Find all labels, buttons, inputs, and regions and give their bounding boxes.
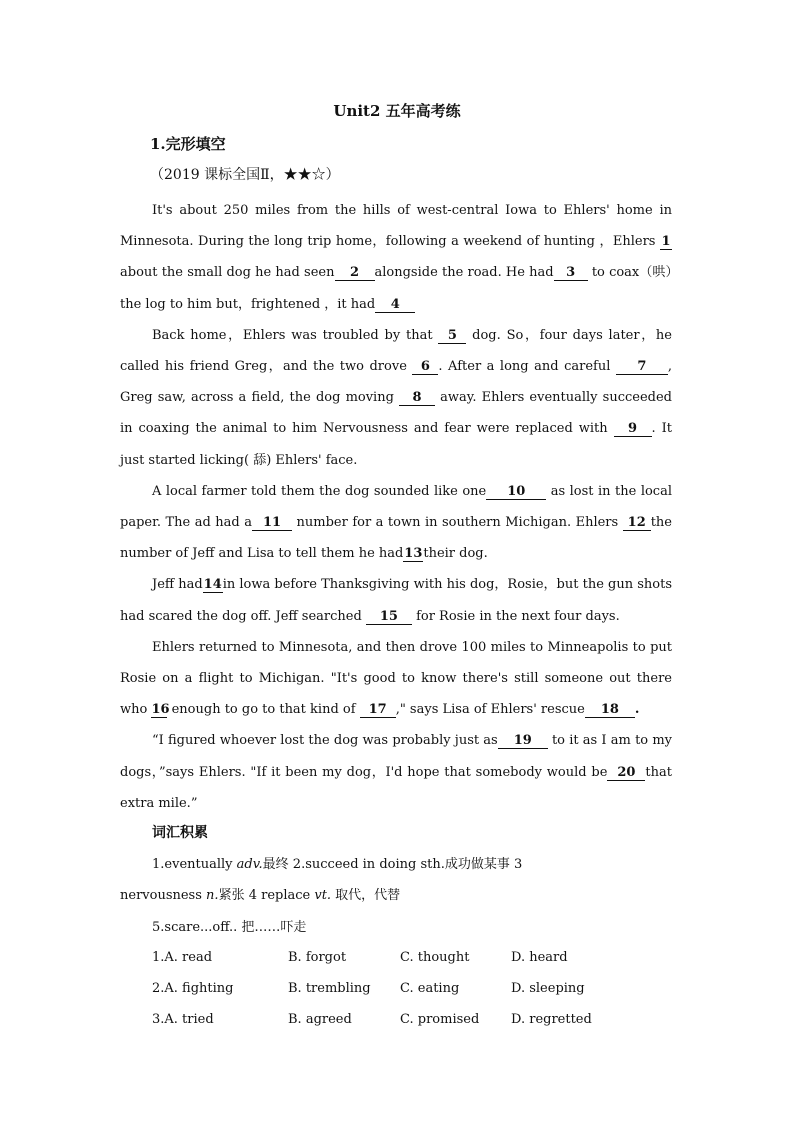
blank-9: 9 bbox=[614, 421, 652, 437]
vocab-line-2 bbox=[120, 880, 672, 911]
blank-2: 2 bbox=[335, 265, 375, 281]
blank-11: 11 bbox=[252, 515, 292, 531]
blank-14: 14 bbox=[203, 577, 222, 593]
paragraph-4 bbox=[120, 569, 672, 631]
blank-6: 6 bbox=[412, 359, 438, 375]
text: that extra mile.” bbox=[120, 764, 672, 811]
text: 最终 2.succeed in doing sth.成功做某事 3 bbox=[262, 857, 523, 873]
blank-17: 17 bbox=[360, 702, 396, 718]
text: number for a town in southern Michigan. Ehlers bbox=[292, 515, 623, 531]
text: alongside the road. He had bbox=[374, 265, 554, 281]
option-c: C. thought bbox=[400, 950, 470, 965]
blank-18: 18 bbox=[585, 702, 635, 718]
text: Jeff had bbox=[152, 577, 203, 593]
blank-19: 19 bbox=[498, 733, 548, 749]
text: . bbox=[634, 702, 640, 718]
vocabulary-heading: 词汇积累 bbox=[152, 825, 208, 841]
text: vt. bbox=[314, 888, 332, 904]
option-c: C. promised bbox=[400, 1012, 480, 1028]
option-row-3 bbox=[152, 1004, 612, 1035]
text: 取代，代替 bbox=[331, 888, 401, 904]
text: in lowa before Thanksgiving with his dog，Rosie，but the gun shots had scared the dog off. Jeff searched bbox=[120, 577, 672, 624]
text: 紧张 4 replace bbox=[218, 888, 315, 904]
text: . After a long and careful bbox=[438, 359, 616, 375]
text: . It just started licking( 舔) Ehlers' face. bbox=[120, 421, 672, 468]
blank-12: 12 bbox=[623, 515, 651, 531]
source-note: （2019 课标全国Ⅱ，★★☆） bbox=[150, 167, 340, 183]
paragraph-6 bbox=[120, 725, 672, 819]
option-row-1 bbox=[152, 942, 612, 973]
text: to it as I am to my dogs，”says Ehlers. "If it been my dog，I'd hope that somebody would be bbox=[120, 733, 673, 780]
option-b: B. forgot bbox=[288, 950, 347, 965]
text: for Rosie in the next four days. bbox=[411, 608, 620, 624]
text: about the small dog he had seen bbox=[120, 265, 335, 281]
vocab-line-1 bbox=[120, 849, 672, 880]
text: “I figured whoever lost the dog was probably just as bbox=[152, 733, 498, 749]
text: the number of Jeff and Lisa to tell them he had bbox=[120, 515, 672, 562]
vocab-line-3: 5.scare...off.. 把……吓走 bbox=[152, 919, 307, 935]
text: 1.eventually bbox=[152, 857, 237, 873]
text: Ehlers returned to Minnesota, and then drove 100 miles to Minneapolis to put Rosie on a flight to Michigan. "It's good to know there's still someone out there who bbox=[120, 639, 672, 718]
option-a: 3.A. tried bbox=[152, 1012, 214, 1028]
text: n. bbox=[206, 888, 219, 904]
paragraph-1 bbox=[120, 195, 672, 320]
text: A local farmer told them the dog sounded like one bbox=[152, 483, 487, 499]
text: away. Ehlers eventually succeeded in coaxing the animal to him Nervousness and fear were replaced with bbox=[120, 390, 672, 437]
blank-8: 8 bbox=[399, 390, 435, 406]
option-c: C. eating bbox=[400, 981, 460, 997]
paragraph-5 bbox=[120, 632, 672, 726]
page-title: Unit2 五年高考练 bbox=[333, 102, 461, 120]
option-d: D. regretted bbox=[511, 1012, 592, 1028]
blank-10: 10 bbox=[486, 484, 546, 500]
option-b: B. trembling bbox=[288, 981, 371, 997]
blank-3: 3 bbox=[554, 265, 588, 281]
blank-4: 4 bbox=[375, 297, 415, 313]
blank-16: 16 bbox=[151, 702, 170, 718]
text: Back home，Ehlers was troubled by that bbox=[152, 327, 439, 343]
blank-5: 5 bbox=[438, 328, 466, 344]
text: as lost in the local paper. The ad had a bbox=[120, 483, 672, 531]
option-d: D. sleeping bbox=[511, 981, 585, 997]
blank-15: 15 bbox=[366, 609, 412, 625]
paragraph-3 bbox=[120, 476, 672, 570]
text: nervousness bbox=[120, 888, 207, 904]
section-heading: 1.完形填空 bbox=[150, 135, 226, 153]
paragraph-2 bbox=[120, 320, 672, 476]
text: adv. bbox=[236, 857, 263, 873]
option-row-2 bbox=[152, 973, 612, 1004]
option-b: B. agreed bbox=[288, 1012, 352, 1028]
blank-13: 13 bbox=[404, 546, 423, 562]
vocabulary-section bbox=[120, 818, 672, 943]
text: to coax（哄）the log to him but，frightened ，it had bbox=[120, 265, 672, 312]
text: their dog. bbox=[423, 546, 488, 562]
blank-20: 20 bbox=[607, 765, 645, 781]
text: dog. So，four days later，he called his friend Greg，and the two drove bbox=[120, 327, 672, 375]
text: , Greg saw, across a field, the dog moving bbox=[120, 359, 672, 406]
blank-1: 1 bbox=[661, 234, 671, 250]
blank-7: 7 bbox=[616, 359, 668, 375]
text: It's about 250 miles from the hills of west-central Iowa to Ehlers' home in Minnesota. During the long trip home，following a weekend of hunting ，Ehlers bbox=[120, 203, 672, 250]
answer-options bbox=[152, 942, 612, 1036]
cloze-passage bbox=[120, 195, 672, 819]
option-a: 2.A. fighting bbox=[152, 981, 234, 997]
text: ," says Lisa of Ehlers' rescue bbox=[395, 702, 585, 718]
text: enough to go to that kind of bbox=[167, 702, 360, 718]
option-a: 1.A. read bbox=[152, 950, 213, 965]
option-d: D. heard bbox=[511, 950, 568, 965]
